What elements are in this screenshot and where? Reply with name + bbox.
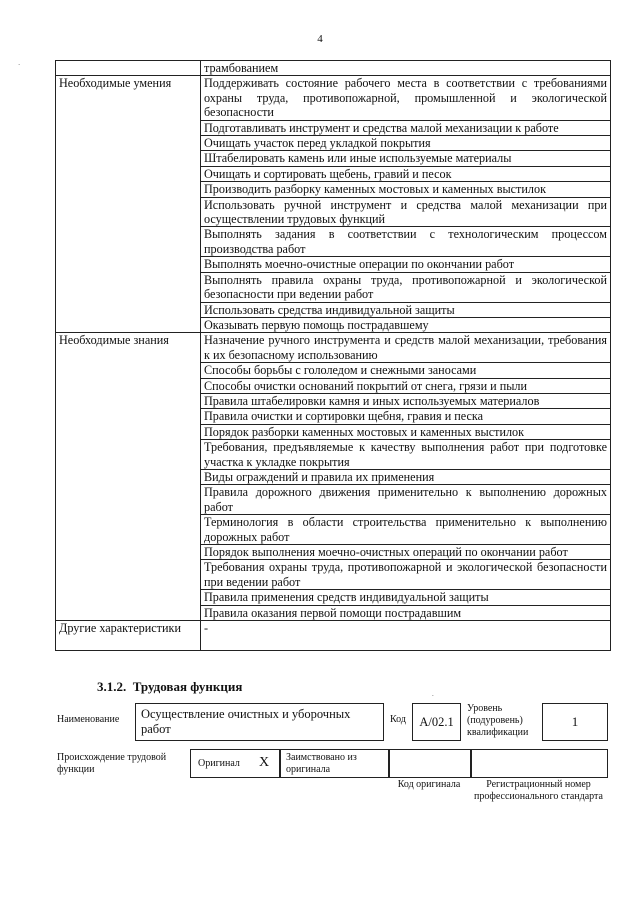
section-title: Трудовая функция	[132, 679, 243, 694]
level-value: 1	[571, 714, 579, 729]
code-box	[412, 703, 461, 741]
code-value: А/02.1	[419, 715, 454, 729]
requirements-table	[55, 60, 611, 651]
skill-item: Поддерживать состояние рабочего места в соответствии с требованиями охраны труда, противопожарной, промышленной и экологической безопасности	[201, 76, 611, 120]
section-heading	[97, 679, 242, 695]
original-label: Оригинал	[198, 758, 240, 769]
skill-item: Производить разборку каменных мостовых и каменных выстилок	[201, 182, 611, 197]
code-original-caption: Код оригинала	[397, 779, 461, 790]
skill-item: Выполнять правила охраны труда, противопожарной и экологической безопасности при ведении работ	[201, 272, 611, 302]
scan-mark: `	[18, 63, 21, 71]
row-heading-empty	[56, 61, 201, 76]
skill-item: Оказывать первую помощь пострадавшему	[201, 317, 611, 332]
code-original-box	[389, 749, 471, 778]
knowledge-item: Требования охраны труда, противопожарной и экологической безопасности при ведении работ	[201, 560, 611, 590]
knowledge-item: Правила штабелировки камня и иных используемых материалов	[201, 393, 611, 408]
knowledge-item: Виды ограждений и правила их применения	[201, 469, 611, 484]
borrowed-label: Заимствовано из оригинала	[286, 752, 357, 775]
name-label: Наименование	[57, 714, 120, 725]
skill-item: Использовать ручной инструмент и средства малой механизации при осуществлении трудовых функций	[201, 197, 611, 227]
origin-label: Происхождение трудовой функции	[57, 752, 167, 775]
other-value: -	[201, 621, 611, 651]
level-box	[542, 703, 608, 741]
skill-item: Штабелировать камень или иные используемые материалы	[201, 151, 611, 166]
skill-item: Очищать и сортировать щебень, гравий и песок	[201, 166, 611, 181]
knowledge-item: Способы очистки оснований покрытий от снега, грязи и пыли	[201, 378, 611, 393]
name-box	[135, 703, 384, 741]
level-label: Уровень (подуровень) квалификации	[467, 703, 529, 738]
table-cell: трамбованием	[201, 61, 611, 76]
reg-number-box	[471, 749, 608, 778]
knowledge-item: Правила оказания первой помощи пострадавшим	[201, 605, 611, 620]
knowledge-item: Терминология в области строительства применительно к выполнению дорожных работ	[201, 515, 611, 545]
code-label: Код	[390, 714, 406, 725]
page-number: 4	[317, 33, 323, 45]
knowledge-item: Назначение ручного инструмента и средств малой механизации, требования к их безопасному использованию	[201, 333, 611, 363]
original-box	[190, 749, 280, 778]
skill-item: Подготавливать инструмент и средства малой механизации к работе	[201, 120, 611, 135]
knowledge-item: Правила очистки и сортировки щебня, гравия и песка	[201, 409, 611, 424]
borrowed-box	[280, 749, 389, 778]
original-mark: X	[259, 755, 270, 770]
knowledge-item: Правила применения средств индивидуальной защиты	[201, 590, 611, 605]
skill-item: Использовать средства индивидуальной защиты	[201, 302, 611, 317]
name-value: Осуществление очистных и уборочных работ	[141, 707, 351, 736]
skill-item: Очищать участок перед укладкой покрытия	[201, 136, 611, 151]
section-number: 3.1.2.	[97, 679, 127, 694]
knowledge-item: Правила дорожного движения применительно к выполнению дорожных работ	[201, 485, 611, 515]
knowledge-item: Способы борьбы с гололедом и снежными заносами	[201, 363, 611, 378]
row-heading: Необходимые умения	[56, 76, 201, 333]
reg-number-caption: Регистрационный номер профессионального стандарта	[474, 779, 603, 802]
knowledge-item: Требования, предъявляемые к качеству выполнения работ при подготовке участка к укладке покрытия	[201, 440, 611, 470]
knowledge-item: Порядок разборки каменных мостовых и каменных выстилок	[201, 424, 611, 439]
knowledge-item: Порядок выполнения моечно-очистных операций по окончании работ	[201, 545, 611, 560]
scan-mark: .	[432, 690, 434, 698]
skill-item: Выполнять задания в соответствии с технологическим процессом производства работ	[201, 227, 611, 257]
skill-item: Выполнять моечно-очистные операции по окончании работ	[201, 257, 611, 272]
row-heading: Необходимые знания	[56, 333, 201, 621]
row-heading: Другие характеристики	[56, 621, 201, 651]
